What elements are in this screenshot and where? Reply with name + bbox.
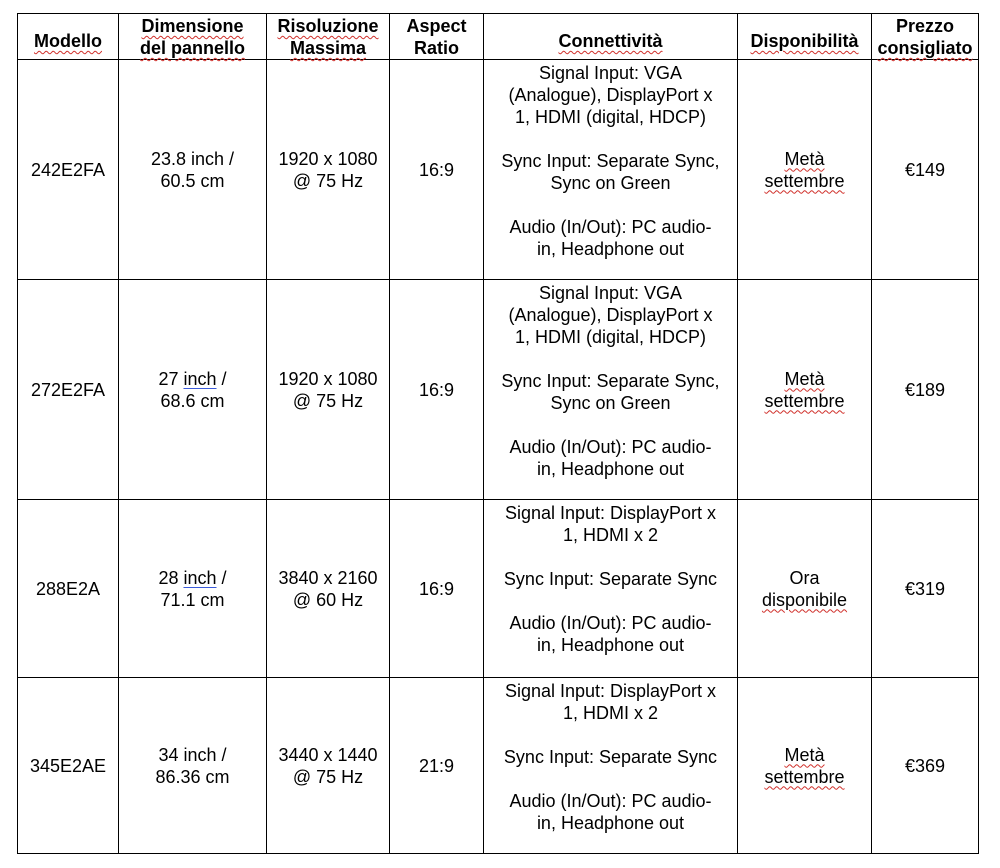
header-price-line1: Prezzo	[895, 16, 955, 36]
availability-line2: disponibile	[761, 589, 848, 610]
signal-line: Signal Input: VGA	[538, 63, 683, 83]
availability-line1: Metà	[784, 368, 825, 389]
audio-line: Audio (In/Out): PC audio-	[509, 437, 712, 457]
cell-connectivity	[484, 500, 738, 678]
header-availability-text: Disponibilità	[750, 31, 859, 51]
availability-line1: Metà	[784, 744, 825, 765]
cell-price: €369	[872, 678, 979, 854]
resolution-line2: @ 75 Hz	[292, 390, 364, 411]
header-resolution	[267, 14, 390, 60]
audio-io	[488, 216, 733, 260]
header-row	[18, 14, 979, 60]
audio-io	[488, 790, 733, 834]
table-row	[18, 500, 979, 678]
cell-connectivity	[484, 60, 738, 280]
cell-model: 345E2AE	[18, 678, 119, 854]
header-aspect-line1: Aspect	[406, 16, 467, 36]
panel-size-line2: 60.5 cm	[160, 170, 225, 191]
sync-line: Sync Input: Separate Sync	[503, 747, 718, 767]
header-resolution-line2: Massima	[289, 38, 367, 58]
resolution-line1: 1920 x 1080	[278, 148, 378, 169]
header-panel-line2: del pannello	[139, 38, 245, 58]
panel-size-line2: 68.6 cm	[160, 390, 225, 411]
audio-line: in, Headphone out	[536, 239, 685, 259]
signal-line: (Analogue), DisplayPort x	[508, 305, 713, 325]
sync-line: Sync Input: Separate Sync,	[501, 371, 720, 391]
resolution-line1: 1920 x 1080	[278, 368, 378, 389]
header-panel-line1: Dimensione	[141, 16, 244, 36]
signal-input	[488, 62, 733, 128]
audio-line: Audio (In/Out): PC audio-	[509, 613, 712, 633]
availability-line1: Ora	[789, 567, 820, 588]
panel-size-line2: 71.1 cm	[160, 589, 225, 610]
cell-availability	[738, 500, 872, 678]
cell-aspect: 16:9	[390, 60, 484, 280]
availability-line2: settembre	[764, 170, 845, 191]
cell-resolution	[267, 678, 390, 854]
sync-input	[488, 150, 733, 194]
header-price	[872, 14, 979, 60]
panel-size-number: 27	[158, 368, 179, 389]
cell-aspect: 21:9	[390, 678, 484, 854]
panel-size-line2: 86.36 cm	[155, 766, 230, 787]
cell-model: 288E2A	[18, 500, 119, 678]
panel-size-separator: /	[221, 368, 227, 389]
audio-line: in, Headphone out	[536, 459, 685, 479]
sync-line: Sync Input: Separate Sync,	[501, 151, 720, 171]
resolution-line2: @ 75 Hz	[292, 170, 364, 191]
audio-line: in, Headphone out	[536, 635, 685, 655]
signal-input	[488, 680, 733, 724]
sync-input	[488, 568, 733, 590]
monitor-spec-table	[17, 13, 979, 854]
cell-availability	[738, 678, 872, 854]
header-aspect-line2: Ratio	[414, 38, 459, 58]
signal-line: 1, HDMI x 2	[562, 525, 659, 545]
table-row	[18, 60, 979, 280]
sync-line: Sync Input: Separate Sync	[503, 569, 718, 589]
panel-size-line1: 23.8 inch /	[150, 148, 235, 169]
sync-input	[488, 746, 733, 768]
panel-size-unit: inch	[183, 567, 217, 588]
panel-size-number: 28	[158, 567, 179, 588]
cell-resolution	[267, 60, 390, 280]
audio-io	[488, 436, 733, 480]
cell-aspect: 16:9	[390, 280, 484, 500]
cell-model: 242E2FA	[18, 60, 119, 280]
header-model	[18, 14, 119, 60]
panel-size-unit: inch	[183, 368, 217, 389]
panel-size-line1	[123, 368, 262, 390]
signal-line: 1, HDMI x 2	[562, 703, 659, 723]
resolution-line1: 3840 x 2160	[278, 567, 378, 588]
header-panel-size	[119, 14, 267, 60]
availability-line2: settembre	[764, 390, 845, 411]
audio-line: in, Headphone out	[536, 813, 685, 833]
cell-aspect: 16:9	[390, 500, 484, 678]
sync-line: Sync on Green	[550, 173, 671, 193]
cell-price: €149	[872, 60, 979, 280]
header-model-text: Modello	[34, 31, 102, 51]
audio-io	[488, 612, 733, 656]
signal-line: Signal Input: VGA	[538, 283, 683, 303]
table-row	[18, 280, 979, 500]
signal-line: Signal Input: DisplayPort x	[504, 681, 717, 701]
header-aspect-ratio	[390, 14, 484, 60]
header-connectivity-text: Connettività	[558, 31, 663, 51]
header-resolution-line1: Risoluzione	[277, 16, 379, 36]
panel-size-separator: /	[221, 567, 227, 588]
resolution-line1: 3440 x 1440	[278, 744, 378, 765]
sync-input	[488, 370, 733, 414]
audio-line: Audio (In/Out): PC audio-	[509, 791, 712, 811]
cell-panel-size	[119, 280, 267, 500]
table-row	[18, 678, 979, 854]
audio-line: Audio (In/Out): PC audio-	[509, 217, 712, 237]
cell-panel-size	[119, 500, 267, 678]
header-connectivity	[484, 14, 738, 60]
resolution-line2: @ 75 Hz	[292, 766, 364, 787]
header-price-line2: consigliato	[877, 38, 973, 58]
signal-line: Signal Input: DisplayPort x	[504, 503, 717, 523]
signal-input	[488, 282, 733, 348]
signal-input	[488, 502, 733, 546]
signal-line: (Analogue), DisplayPort x	[508, 85, 713, 105]
cell-price: €319	[872, 500, 979, 678]
panel-size-line1	[123, 567, 262, 589]
availability-line2: settembre	[764, 766, 845, 787]
cell-connectivity	[484, 280, 738, 500]
sync-line: Sync on Green	[550, 393, 671, 413]
availability-line1: Metà	[784, 148, 825, 169]
cell-model: 272E2FA	[18, 280, 119, 500]
cell-panel-size	[119, 678, 267, 854]
cell-resolution	[267, 500, 390, 678]
resolution-line2: @ 60 Hz	[292, 589, 364, 610]
cell-panel-size	[119, 60, 267, 280]
cell-resolution	[267, 280, 390, 500]
cell-connectivity	[484, 678, 738, 854]
panel-size-line1: 34 inch /	[158, 744, 227, 765]
signal-line: 1, HDMI (digital, HDCP)	[514, 327, 707, 347]
cell-availability	[738, 280, 872, 500]
cell-availability	[738, 60, 872, 280]
signal-line: 1, HDMI (digital, HDCP)	[514, 107, 707, 127]
cell-price: €189	[872, 280, 979, 500]
header-availability	[738, 14, 872, 60]
